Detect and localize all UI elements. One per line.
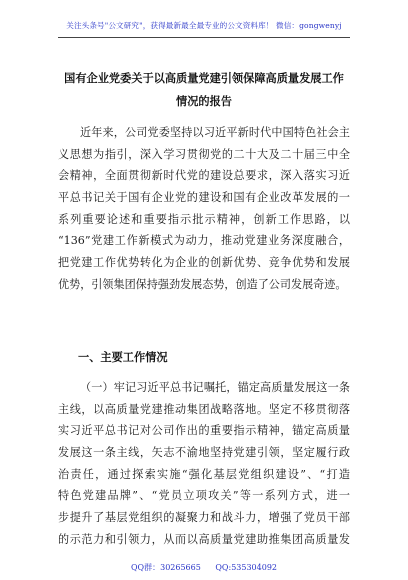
promo-banner: 关注头条号"公文研究"，获得最新最全最专业的公文资料库！ 微信：gongwenyj <box>66 21 342 30</box>
paragraph-line: （一）牢记习近平总书记嘱托，锚定高质量发展这一条 <box>80 381 350 394</box>
section-heading: 一、主要工作情况 <box>78 351 168 364</box>
title-line: 情况的报告 <box>176 94 232 108</box>
paragraph-line: 特色党建品牌”、“党员立项攻关”等一系列方式，进一 <box>58 489 350 503</box>
section1-paragraph <box>58 377 350 551</box>
paragraph-line: 发展这一条主线，矢志不渝地坚持党建引领，坚定履行政 <box>58 446 350 460</box>
paragraph-line: 主线，以高质量党建推动集团战略落地。坚定不移贯彻落 <box>58 402 350 416</box>
header-divider <box>58 37 350 38</box>
footer-contact <box>0 562 408 573</box>
paragraph-line: 实习近平总书记对公司作出的重要指示精神，锚定高质量 <box>58 424 350 438</box>
paragraph-line: 把党建工作优势转化为企业的创新优势、竞争优势和发展 <box>58 256 350 270</box>
paragraph-line: 平总书记关于国有企业党的建设和国有企业改革发展的一 <box>58 191 350 205</box>
paragraph-line: “136”党建工作新模式为动力，推动党建业务深度融合， <box>58 234 350 248</box>
intro-paragraph <box>58 122 350 296</box>
paragraph-line: 步提升了基层党组织的凝聚力和战斗力，增强了党员干部 <box>58 511 350 525</box>
paragraph-line: 的示范力和引领力，从而以高质量党建助推集团高质量发 <box>58 532 350 546</box>
paragraph-line: 治责任，通过探索实施“强化基层党组织建设”、“打造 <box>58 467 350 481</box>
qq-group-label: QQ群：30265665 <box>130 563 201 572</box>
document-title <box>0 67 408 113</box>
title-line: 国有企业党委关于以高质量党建引领保障高质量发展工作 <box>64 71 344 85</box>
paragraph-line: 义思想为指引，深入学习贯彻党的二十大及二十届三中全 <box>58 147 350 161</box>
qq-label: QQ:535304092 <box>215 563 277 572</box>
paragraph-line: 会精神，全面贯彻新时代党的建设总要求，深入落实习近 <box>58 169 350 183</box>
paragraph-line: 近年来，公司党委坚持以习近平新时代中国特色社会主 <box>80 126 350 139</box>
paragraph-line: 优势，引领集团保持强劲发展态势，创造了公司发展奇迹。 <box>58 277 347 291</box>
paragraph-line: 系列重要论述和重要指示批示精神，创新工作思路，以 <box>58 212 350 226</box>
